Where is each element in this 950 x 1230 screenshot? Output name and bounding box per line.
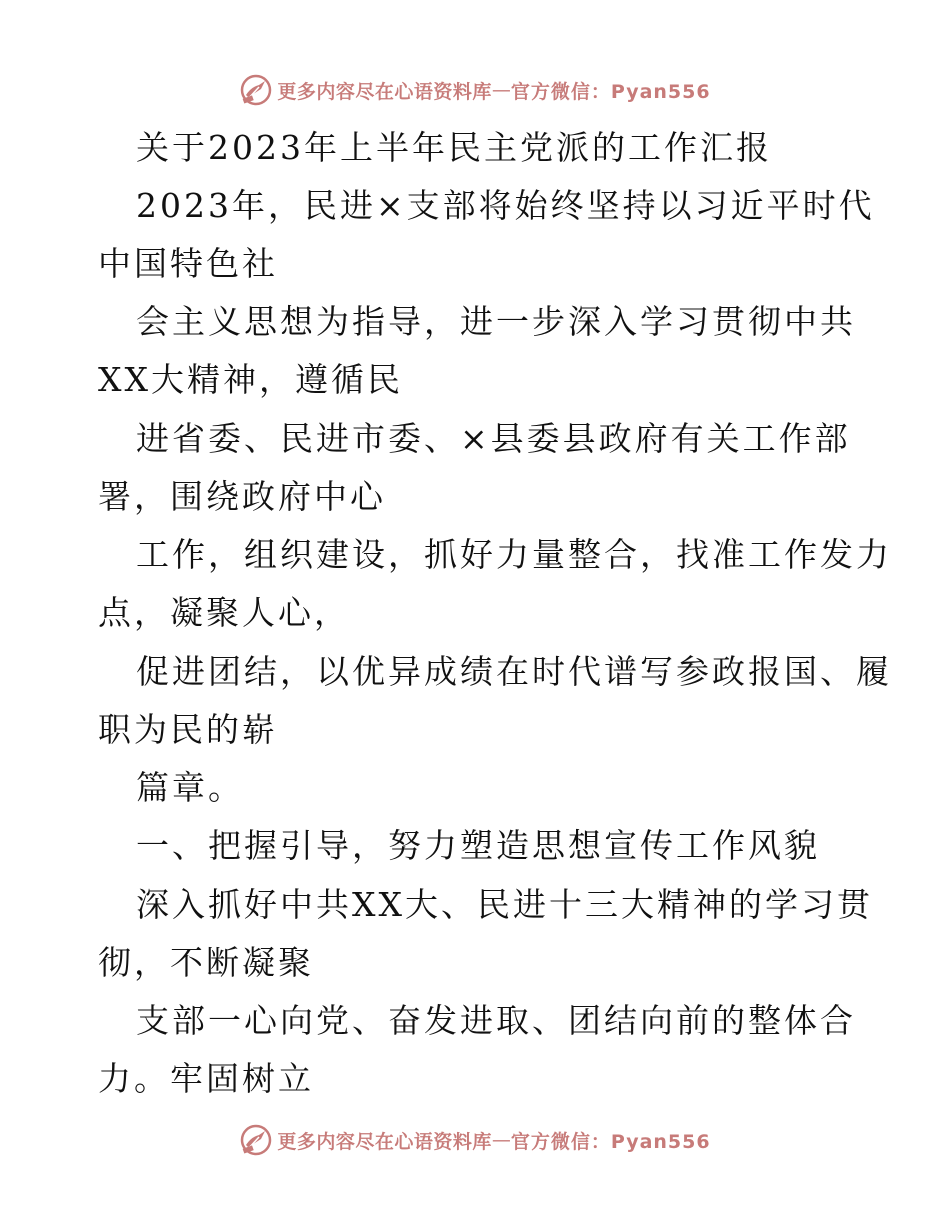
banner-wechat-label: 官方微信：Pyan556: [510, 1130, 711, 1153]
book-quill-logo-icon: [239, 73, 273, 107]
book-quill-logo-icon: [239, 1123, 273, 1157]
banner-main-text: 更多内容尽在心语资料库: [277, 80, 492, 103]
header-banner: [0, 72, 950, 108]
paragraph-line: 2023年，民进×支部将始终坚持以习近平时代: [136, 186, 875, 225]
paragraph-line: 会主义思想为指导，进一步深入学习贯彻中共: [136, 302, 856, 341]
section-heading: 一、把握引导，努力塑造思想宣传工作风貌: [136, 826, 820, 865]
banner-wechat-label: 官方微信：Pyan556: [510, 80, 711, 103]
paragraph-line: 力。牢固树立: [98, 1059, 314, 1098]
banner-dash: —: [491, 79, 511, 101]
paragraph-line: 促进团结，以优异成绩在时代谱写参政报国、履: [136, 652, 892, 691]
paragraph-line: 深入抓好中共XX大、民进十三大精神的学习贯: [136, 885, 873, 924]
paragraph-line: 篇章。: [136, 768, 244, 807]
paragraph-line: 点，凝聚人心，: [98, 593, 350, 632]
paragraph-line: 署，围绕政府中心: [98, 477, 386, 516]
document-title: 关于2023年上半年民主党派的工作汇报: [136, 128, 772, 167]
paragraph-line: 支部一心向党、奋发进取、团结向前的整体合: [136, 1001, 856, 1040]
paragraph-line: 工作，组织建设，抓好力量整合，找准工作发力: [136, 535, 892, 574]
banner-dash: —: [491, 1129, 511, 1151]
paragraph-line: 中国特色社: [98, 244, 278, 283]
footer-banner: [0, 1122, 950, 1158]
paragraph-line: XX大精神，遵循民: [98, 360, 403, 399]
paragraph-line: 进省委、民进市委、×县委县政府有关工作部: [136, 419, 851, 458]
paragraph-line: 彻，不断凝聚: [98, 943, 314, 982]
paragraph-line: 职为民的崭: [98, 710, 278, 749]
banner-main-text: 更多内容尽在心语资料库: [277, 1130, 492, 1153]
